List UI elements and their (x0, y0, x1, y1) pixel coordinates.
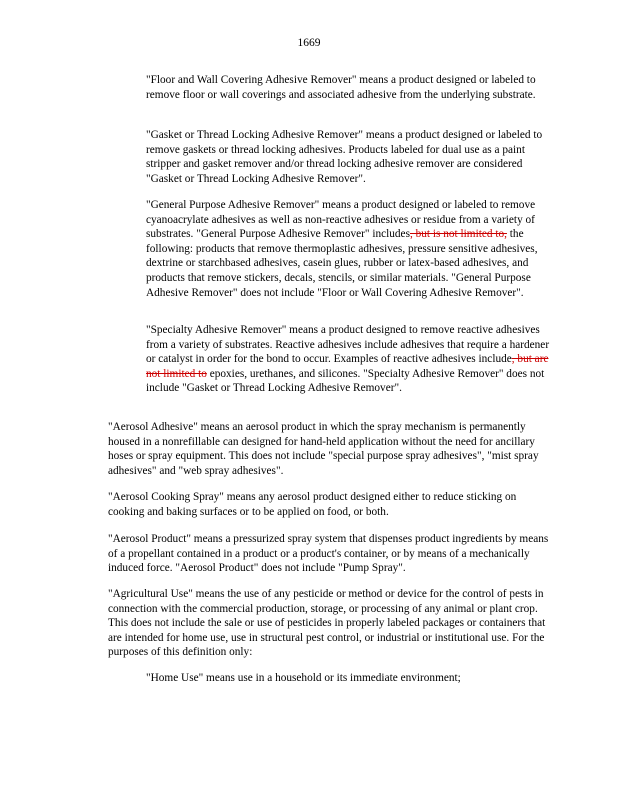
struck-text: , but is not limited to, (409, 228, 507, 241)
definition-gasket-thread-locking-adhesive-remover: "Gasket or Thread Locking Adhesive Remover" means a product designed or labeled to remove gaskets or thread locking adhesives. Products labeled for dual use as a paint stripper and gasket remover and/or thread locking adhesive remover are considered "Gasket or Thread Locking Adhesive Remover". (146, 129, 543, 185)
definition-aerosol-cooking-spray: "Aerosol Cooking Spray" means any aerosol product designed either to reduce sticking on cooking and baking surfaces or to be applied on food, or both. (108, 491, 517, 518)
struck-text: , but are not limited to (146, 353, 549, 380)
definition-aerosol-product: "Aerosol Product" means a pressurized spray system that dispenses product ingredients by means of a propellant contained in a product or a product's container, or by means of a mechanically induced force. "Aerosol Product" does not include "Pump Spray". (108, 533, 549, 575)
paragraph-text: "General Purpose Adhesive Remover" means a product designed or labeled to remove cyanoacrylate adhesives as well as non-reactive adhesives or residue from a variety of substrates. "General Purpose Adhesive Remover" includes (146, 199, 536, 241)
paragraph-text: epoxies, urethanes, and silicones. "Specialty Adhesive Remover" does not include "Gasket or Thread Locking Adhesive Remover". (146, 367, 545, 395)
paragraph-text: "Specialty Adhesive Remover" means a product designed to remove reactive adhesives from a variety of substrates. Reactive adhesives include adhesives that require a hardener or catalyst in order for the bond to occur. Examples of reactive adhesives include (146, 324, 550, 366)
page-number: 1669 (297, 37, 321, 49)
definition-specialty-adhesive-remover (146, 323, 552, 396)
definition-general-purpose-adhesive-remover (146, 198, 552, 300)
paragraph-text: the following: products that remove thermoplastic adhesives, pressure sensitive adhesives, dextrine or starchbased adhesives, casein glues, rubber or latex-based adhesives, and products that remove stickers, decals, stencils, or similar materials. "General Purpose Adhesive Remover" does not include "Floor or Wall Covering Adhesive Remover". (146, 228, 538, 299)
definition-home-use: "Home Use" means use in a household or its immediate environment; (146, 672, 461, 684)
definition-floor-wall-covering-adhesive-remover: "Floor and Wall Covering Adhesive Remover" means a product designed or labeled to remove floor or wall coverings and associated adhesive from the underlying substrate. (146, 74, 536, 101)
definition-agricultural-use: "Agricultural Use" means the use of any pesticide or method or device for the control of pests in connection with the commercial production, storage, or processing of any animal or plant crop. This does not include the sale or use of pesticides in properly labeled packages or containers that are intended for home use, use in structural pest control, or industrial or institutional use. For the purposes of this definition only: (108, 588, 546, 659)
definition-aerosol-adhesive: "Aerosol Adhesive" means an aerosol product in which the spray mechanism is permanently housed in a nonrefillable can designed for hand-held application without the need for ancillary hoses or spray equipment. This does not include "special purpose spray adhesives", "mist spray adhesives" and "web spray adhesives". (108, 421, 539, 477)
